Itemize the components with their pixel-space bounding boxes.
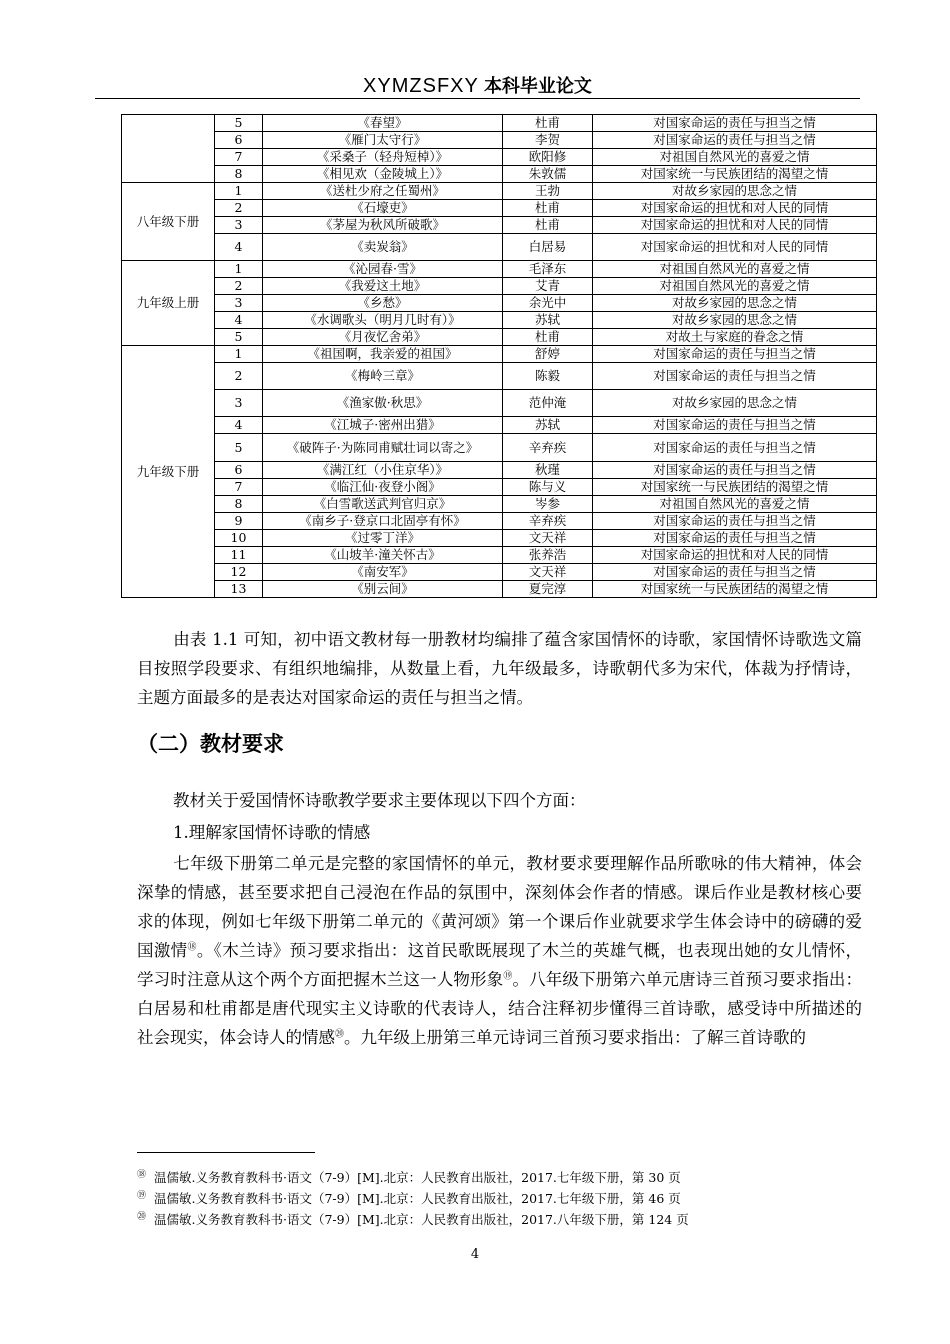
theme-cell: 对国家统一与民族团结的渴望之情: [593, 479, 877, 496]
author-cell: 辛弃疾: [503, 513, 593, 530]
author-cell: 欧阳修: [503, 149, 593, 166]
author-cell: 艾青: [503, 278, 593, 295]
intro-paragraph: 教材关于爱国情怀诗歌教学要求主要体现以下四个方面：: [173, 791, 586, 810]
theme-cell: 对国家命运的责任与担当之情: [593, 462, 877, 479]
table-row: [122, 234, 877, 261]
author-cell: 陈与义: [503, 479, 593, 496]
table-row: [122, 462, 877, 479]
page-header: [95, 72, 860, 99]
theme-cell: 对国家命运的责任与担当之情: [593, 434, 877, 462]
index-cell: 2: [215, 363, 263, 390]
index-cell: 3: [215, 217, 263, 234]
summary-paragraph: 由表 1.1 可知，初中语文教材每一册教材均编排了蕴含家国情怀的诗歌，家国情怀诗歌选文篇目按照学段要求、有组织地编排，从数量上看，九年级最多，诗歌朝代多为宋代，体裁为抒情诗，主题方面最多的是表达对国家命运的责任与担当之情。: [137, 630, 862, 707]
index-cell: 13: [215, 581, 263, 598]
table-row: [122, 166, 877, 183]
author-cell: 辛弃疾: [503, 434, 593, 462]
footnote: ⑳ 温儒敏.义务教育教科书·语文（7-9）[M].北京：人民教育出版社，2017.八年级下册，第 124 页: [137, 1212, 689, 1228]
index-cell: 8: [215, 496, 263, 513]
poem-title-cell: 《茅屋为秋风所破歌》: [263, 217, 503, 234]
header-title: 本科毕业论文: [483, 76, 592, 97]
index-cell: 1: [215, 261, 263, 278]
index-cell: 1: [215, 346, 263, 363]
poem-title-cell: 《南安军》: [263, 564, 503, 581]
author-cell: 苏轼: [503, 417, 593, 434]
grade-cell: 八年级下册: [122, 183, 215, 261]
author-cell: 秋瑾: [503, 462, 593, 479]
table-row: [122, 530, 877, 547]
poem-title-cell: 《乡愁》: [263, 295, 503, 312]
author-cell: 王勃: [503, 183, 593, 200]
header-school-code: XYMZSFXY: [363, 75, 479, 97]
index-cell: 5: [215, 434, 263, 462]
author-cell: 夏完淳: [503, 581, 593, 598]
poem-title-cell: 《沁园春·雪》: [263, 261, 503, 278]
poem-title-cell: 《送杜少府之任蜀州》: [263, 183, 503, 200]
author-cell: 文天祥: [503, 564, 593, 581]
theme-cell: 对祖国自然风光的喜爱之情: [593, 149, 877, 166]
poem-title-cell: 《月夜忆舍弟》: [263, 329, 503, 346]
theme-cell: 对国家命运的责任与担当之情: [593, 132, 877, 149]
poem-title-cell: 《破阵子·为陈同甫赋壮词以寄之》: [263, 434, 503, 462]
theme-cell: 对国家命运的责任与担当之情: [593, 530, 877, 547]
index-cell: 6: [215, 132, 263, 149]
author-cell: 张养浩: [503, 547, 593, 564]
author-cell: 白居易: [503, 234, 593, 261]
section-title: （二）教材要求: [137, 732, 284, 756]
theme-cell: 对祖国自然风光的喜爱之情: [593, 496, 877, 513]
index-cell: 2: [215, 278, 263, 295]
index-cell: 1: [215, 183, 263, 200]
table-row: [122, 295, 877, 312]
index-cell: 3: [215, 295, 263, 312]
author-cell: 陈毅: [503, 363, 593, 390]
table-row: [122, 278, 877, 295]
table-row: [122, 329, 877, 346]
footnote-ref[interactable]: ⑳: [335, 1029, 345, 1040]
footnote-ref[interactable]: ⑱: [187, 942, 197, 953]
requirements-paragraph: 七年级下册第二单元是完整的家国情怀的单元，教材要求要理解作品所歌咏的伟大精神，体会深挚的情感，甚至要求把自己浸泡在作品的氛围中，深刻体会作者的情感。课后作业是教材核心要求的体现，例如七年级下册第二单元的《黄河颂》第一个课后作业就要求学生体会诗中的磅礴的爱国激情⑱。《木兰诗》预习要求指出：这首民歌既展现了木兰的英雄气概，也表现出她的女儿情怀，学习时注意从这个两个方面把握木兰这一人物形象⑲。八年级下册第六单元唐诗三首预习要求指出：白居易和杜甫都是唐代现实主义诗歌的代表诗人，结合注释初步懂得三首诗歌，感受诗中所描述的社会现实，体会诗人的情感⑳。九年级上册第三单元诗词三首预习要求指出：了解三首诗歌的: [137, 854, 863, 1047]
theme-cell: 对国家命运的担忧和对人民的同情: [593, 234, 877, 261]
table-row: [122, 217, 877, 234]
index-cell: 7: [215, 149, 263, 166]
poem-title-cell: 《过零丁洋》: [263, 530, 503, 547]
table-row: [122, 547, 877, 564]
poem-title-cell: 《水调歌头（明月几时有）》: [263, 312, 503, 329]
index-cell: 8: [215, 166, 263, 183]
theme-cell: 对国家命运的担忧和对人民的同情: [593, 217, 877, 234]
table-row: [122, 564, 877, 581]
index-cell: 5: [215, 329, 263, 346]
footnote-mark: ⑲: [137, 1191, 147, 1202]
grade-cell: 九年级下册: [122, 346, 215, 598]
footnote-ref[interactable]: ⑲: [503, 971, 513, 982]
author-cell: 苏轼: [503, 312, 593, 329]
footnotes: [137, 1166, 862, 1229]
poem-title-cell: 《相见欢（金陵城上）》: [263, 166, 503, 183]
poem-title-cell: 《采桑子（轻舟短棹）》: [263, 149, 503, 166]
table-row: [122, 363, 877, 390]
index-cell: 12: [215, 564, 263, 581]
footnote-divider: [137, 1152, 315, 1153]
theme-cell: 对故乡家园的思念之情: [593, 312, 877, 329]
table-row: [122, 149, 877, 166]
poem-table: [121, 114, 877, 598]
author-cell: 杜甫: [503, 200, 593, 217]
author-cell: 毛泽东: [503, 261, 593, 278]
grade-cell: [122, 115, 215, 183]
index-cell: 6: [215, 462, 263, 479]
theme-cell: 对国家命运的担忧和对人民的同情: [593, 547, 877, 564]
table-row: [122, 312, 877, 329]
theme-cell: 对国家命运的责任与担当之情: [593, 115, 877, 132]
author-cell: 范仲淹: [503, 390, 593, 417]
theme-cell: 对故土与家庭的眷念之情: [593, 329, 877, 346]
index-cell: 9: [215, 513, 263, 530]
poem-title-cell: 《祖国啊，我亲爱的祖国》: [263, 346, 503, 363]
footnote: ⑱ 温儒敏.义务教育教科书·语文（7-9）[M].北京：人民教育出版社，2017.七年级下册，第 30 页: [137, 1170, 681, 1186]
theme-cell: 对祖国自然风光的喜爱之情: [593, 261, 877, 278]
poem-title-cell: 《南乡子·登京口北固亭有怀》: [263, 513, 503, 530]
poem-title-cell: 《雁门太守行》: [263, 132, 503, 149]
theme-cell: 对国家统一与民族团结的渴望之情: [593, 166, 877, 183]
index-cell: 4: [215, 417, 263, 434]
author-cell: 杜甫: [503, 115, 593, 132]
index-cell: 11: [215, 547, 263, 564]
theme-cell: 对国家命运的责任与担当之情: [593, 417, 877, 434]
poem-title-cell: 《渔家傲·秋思》: [263, 390, 503, 417]
footnote-mark: ⑱: [137, 1170, 147, 1180]
theme-cell: 对国家命运的责任与担当之情: [593, 363, 877, 390]
theme-cell: 对国家命运的担忧和对人民的同情: [593, 200, 877, 217]
table-row: [122, 479, 877, 496]
poem-title-cell: 《石壕吏》: [263, 200, 503, 217]
theme-cell: 对祖国自然风光的喜爱之情: [593, 278, 877, 295]
poem-title-cell: 《梅岭三章》: [263, 363, 503, 390]
index-cell: 3: [215, 390, 263, 417]
table-row: [122, 115, 877, 132]
subheading: 1.理解家国情怀诗歌的情感: [173, 823, 371, 842]
author-cell: 舒婷: [503, 346, 593, 363]
table-row: [122, 132, 877, 149]
table-row: [122, 261, 877, 278]
table-row: [122, 390, 877, 417]
table-row: [122, 496, 877, 513]
index-cell: 4: [215, 312, 263, 329]
theme-cell: 对国家命运的责任与担当之情: [593, 346, 877, 363]
table-row: [122, 434, 877, 462]
poem-title-cell: 《江城子·密州出猎》: [263, 417, 503, 434]
table-row: [122, 183, 877, 200]
theme-cell: 对故乡家园的思念之情: [593, 183, 877, 200]
author-cell: 余光中: [503, 295, 593, 312]
table-row: [122, 581, 877, 598]
poem-title-cell: 《我爱这土地》: [263, 278, 503, 295]
poem-title-cell: 《春望》: [263, 115, 503, 132]
table-row: [122, 346, 877, 363]
index-cell: 2: [215, 200, 263, 217]
table-row: [122, 417, 877, 434]
author-cell: 杜甫: [503, 217, 593, 234]
table-row: [122, 513, 877, 530]
poem-title-cell: 《别云间》: [263, 581, 503, 598]
footnote-mark: ⑳: [137, 1212, 147, 1223]
author-cell: 朱敦儒: [503, 166, 593, 183]
poem-title-cell: 《临江仙·夜登小阁》: [263, 479, 503, 496]
author-cell: 李贺: [503, 132, 593, 149]
theme-cell: 对国家命运的责任与担当之情: [593, 564, 877, 581]
theme-cell: 对故乡家园的思念之情: [593, 295, 877, 312]
page-number: 4: [470, 1247, 480, 1262]
author-cell: 文天祥: [503, 530, 593, 547]
theme-cell: 对故乡家园的思念之情: [593, 390, 877, 417]
index-cell: 5: [215, 115, 263, 132]
poem-title-cell: 《满江红（小住京华）》: [263, 462, 503, 479]
footnote: ⑲ 温儒敏.义务教育教科书·语文（7-9）[M].北京：人民教育出版社，2017.七年级下册，第 46 页: [137, 1191, 681, 1207]
table-row: [122, 200, 877, 217]
poem-title-cell: 《山坡羊·潼关怀古》: [263, 547, 503, 564]
author-cell: 岑参: [503, 496, 593, 513]
index-cell: 10: [215, 530, 263, 547]
poem-title-cell: 《白雪歌送武判官归京》: [263, 496, 503, 513]
theme-cell: 对国家统一与民族团结的渴望之情: [593, 581, 877, 598]
index-cell: 4: [215, 234, 263, 261]
poem-title-cell: 《卖炭翁》: [263, 234, 503, 261]
index-cell: 7: [215, 479, 263, 496]
grade-cell: 九年级上册: [122, 261, 215, 346]
theme-cell: 对国家命运的责任与担当之情: [593, 513, 877, 530]
author-cell: 杜甫: [503, 329, 593, 346]
